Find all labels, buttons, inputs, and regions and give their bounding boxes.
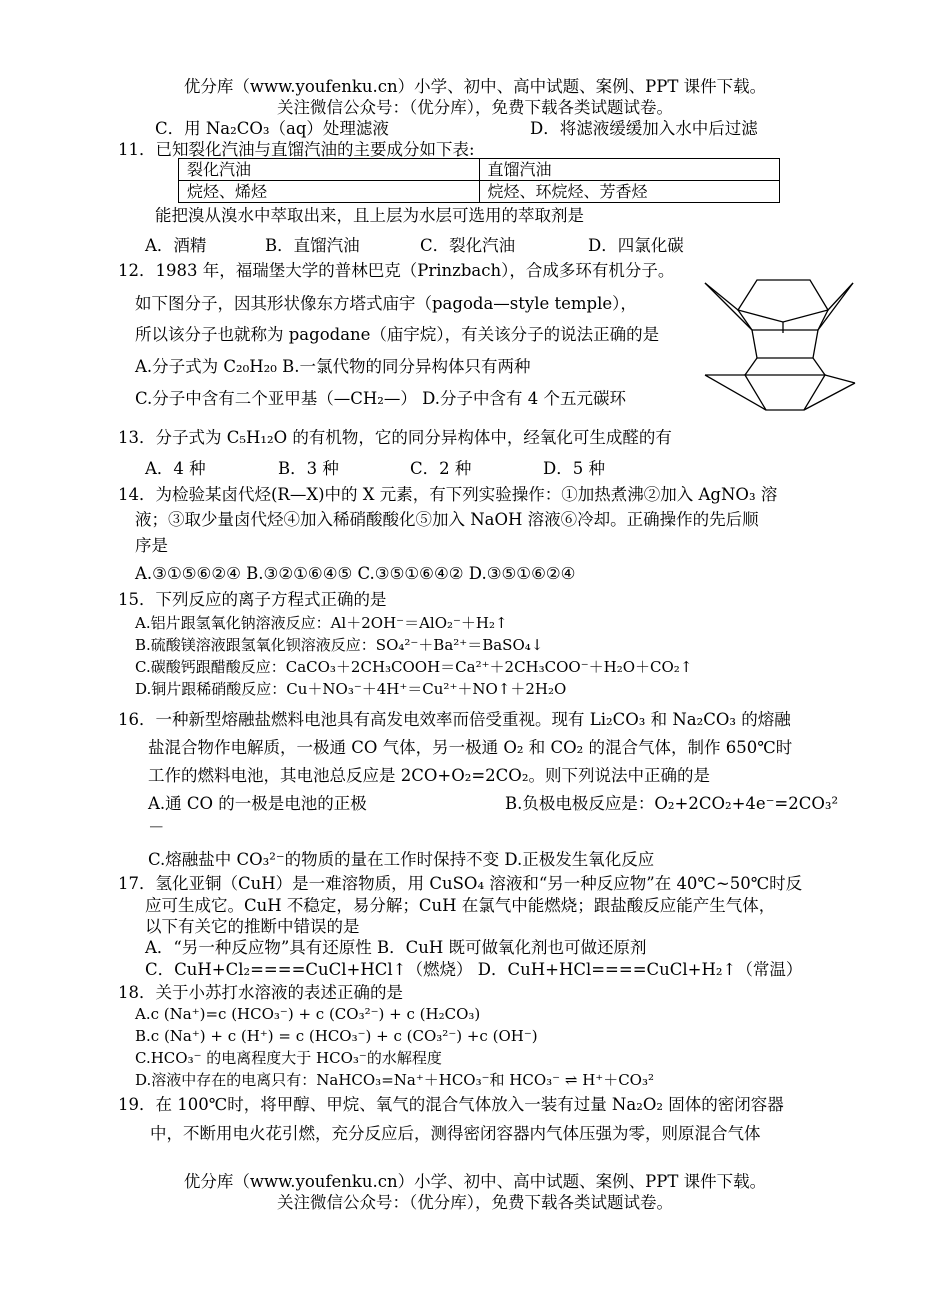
q16-option-b-cont: － xyxy=(148,818,165,837)
q18-option-a: A.c (Na⁺)=c (HCO₃⁻) + c (CO₃²⁻) + c (H₂CO₃) xyxy=(135,1005,481,1023)
q17-line-1: 17．氢化亚铜（CuH）是一难溶物质，用 CuSO₄ 溶液和“另一种反应物”在 40℃~50℃时反 xyxy=(118,874,803,893)
q15-option-c: C.碳酸钙跟醋酸反应：CaCO₃＋2CH₃COOH＝Ca²⁺＋2CH₃COO⁻＋H₂O＋CO₂↑ xyxy=(135,658,693,676)
q11-stem: 11．已知裂化汽油与直馏汽油的主要成分如下表: xyxy=(118,140,475,159)
q16-option-a: A.通 CO 的一极是电池的正极 xyxy=(148,794,367,813)
q11-table xyxy=(178,158,780,203)
q12-line-1: 12．1983 年，福瑞堡大学的普林巴克（Prinzbach），合成多环有机分子。 xyxy=(118,261,675,280)
q13-option-d: D．5 种 xyxy=(543,459,605,478)
q17-line-3: 以下有关它的推断中错误的是 xyxy=(145,917,360,936)
pagodane-molecule-diagram xyxy=(700,275,860,415)
q15-option-d: D.铜片跟稀硝酸反应：Cu＋NO₃⁻＋4H⁺＝Cu²⁺＋NO↑＋2H₂O xyxy=(135,680,567,698)
q18-stem: 18．关于小苏打水溶液的表述正确的是 xyxy=(118,983,403,1002)
q12-line-2: 如下图分子，因其形状像东方塔式庙宇（pagoda—style temple）， xyxy=(135,294,637,313)
q16-options-cd: C.熔融盐中 CO₃²⁻的物质的量在工作时保持不变 D.正极发生氧化反应 xyxy=(148,850,655,869)
q16-line-1: 16．一种新型熔融盐燃料电池具有高发电效率而倍受重视。现有 Li₂CO₃ 和 Na₂CO₃ 的熔融 xyxy=(118,710,791,729)
q11-option-a: A．酒精 xyxy=(145,236,207,255)
footer-line-2: 关注微信公众号：（优分库），免费下载各类试题试卷。 xyxy=(277,1193,673,1212)
table-row xyxy=(179,181,780,203)
q13-option-a: A．4 种 xyxy=(145,459,206,478)
q12-line-4: A.分子式为 C₂₀H₂₀ B.一氯代物的同分异构体只有两种 xyxy=(135,357,531,376)
q14-line-2: 液；③取少量卤代烃④加入稀硝酸酸化⑤加入 NaOH 溶液⑥冷却。正确操作的先后顺 xyxy=(135,510,759,529)
q16-option-b: B.负极电极反应是：O₂+2CO₂+4e⁻=2CO₃² xyxy=(505,794,839,813)
q17-line-2: 应可生成它。CuH 不稳定，易分解；CuH 在氯气中能燃烧；跟盐酸反应能产生气体， xyxy=(145,896,776,915)
q14-line-1: 14．为检验某卤代烃(R—X)中的 X 元素，有下列实验操作：①加热煮沸②加入 AgNO₃ 溶 xyxy=(118,485,778,504)
table-cell: 直馏汽油 xyxy=(479,159,780,181)
table-cell: 烷烃、环烷烃、芳香烃 xyxy=(479,181,780,203)
q15-option-a: A.铝片跟氢氧化钠溶液反应：Al＋2OH⁻＝AlO₂⁻＋H₂↑ xyxy=(135,614,508,632)
q16-line-2: 盐混合物作电解质，一极通 CO 气体，另一极通 O₂ 和 CO₂ 的混合气体，制作 650℃时 xyxy=(148,738,793,757)
q17-options-cd: C．CuH+Cl₂====CuCl+HCl↑（燃烧） D．CuH+HCl====CuCl+H₂↑（常温） xyxy=(145,960,803,979)
q11-stem-2: 能把溴从溴水中萃取出来，且上层为水层可选用的萃取剂是 xyxy=(155,206,584,225)
header-line-1: 优分库（www.youfenku.cn）小学、初中、高中试题、案例、PPT 课件下载。 xyxy=(183,77,767,96)
q11-option-c: C．裂化汽油 xyxy=(420,236,516,255)
footer-line-1: 优分库（www.youfenku.cn）小学、初中、高中试题、案例、PPT 课件下载。 xyxy=(183,1172,767,1191)
q15-stem: 15．下列反应的离子方程式正确的是 xyxy=(118,590,387,609)
q16-line-3: 工作的燃料电池，其电池总反应是 2CO+O₂=2CO₂。则下列说法中正确的是 xyxy=(148,766,710,785)
table-cell: 裂化汽油 xyxy=(179,159,480,181)
q17-options-ab: A．“另一种反应物”具有还原性 B．CuH 既可做氧化剂也可做还原剂 xyxy=(145,938,647,957)
q11-option-b: B．直馏汽油 xyxy=(265,236,360,255)
q14-options: A.③①⑤⑥②④ B.③②①⑥④⑤ C.③⑤①⑥④② D.③⑤①⑥②④ xyxy=(135,564,576,583)
q12-line-3: 所以该分子也就称为 pagodane（庙宇烷），有关该分子的说法正确的是 xyxy=(135,325,660,344)
table-cell: 烷烃、烯烃 xyxy=(179,181,480,203)
q10-option-d: D．将滤液缓缓加入水中后过滤 xyxy=(530,119,758,138)
table-row xyxy=(179,159,780,181)
q10-option-c: C．用 Na₂CO₃（aq）处理滤液 xyxy=(155,119,389,138)
q13-stem: 13．分子式为 C₅H₁₂O 的有机物，它的同分异构体中，经氧化可生成醛的有 xyxy=(118,428,672,447)
q11-option-d: D．四氯化碳 xyxy=(588,236,684,255)
q14-line-3: 序是 xyxy=(135,536,168,555)
q18-option-b: B.c (Na⁺) + c (H⁺) = c (HCO₃⁻) + c (CO₃²⁻) +c (OH⁻) xyxy=(135,1027,538,1045)
q19-line-1: 19．在 100℃时，将甲醇、甲烷、氧气的混合气体放入一装有过量 Na₂O₂ 固体的密闭容器 xyxy=(118,1095,784,1114)
q15-option-b: B.硫酸镁溶液跟氢氧化钡溶液反应：SO₄²⁻＋Ba²⁺＝BaSO₄↓ xyxy=(135,636,544,654)
q13-option-c: C．2 种 xyxy=(410,459,472,478)
q12-line-5: C.分子中含有二个亚甲基（—CH₂—） D.分子中含有 4 个五元碳环 xyxy=(135,389,627,408)
header-line-2: 关注微信公众号：（优分库），免费下载各类试题试卷。 xyxy=(277,98,673,117)
q19-line-2: 中，不断用电火花引燃，充分反应后，测得密闭容器内气体压强为零，则原混合气体 xyxy=(150,1124,761,1143)
q18-option-c: C.HCO₃⁻ 的电离程度大于 HCO₃⁻的水解程度 xyxy=(135,1049,442,1067)
q18-option-d: D.溶液中存在的电离只有：NaHCO₃=Na⁺＋HCO₃⁻和 HCO₃⁻ ⇌ H⁺＋CO₃² xyxy=(135,1071,654,1089)
q13-option-b: B．3 种 xyxy=(278,459,339,478)
